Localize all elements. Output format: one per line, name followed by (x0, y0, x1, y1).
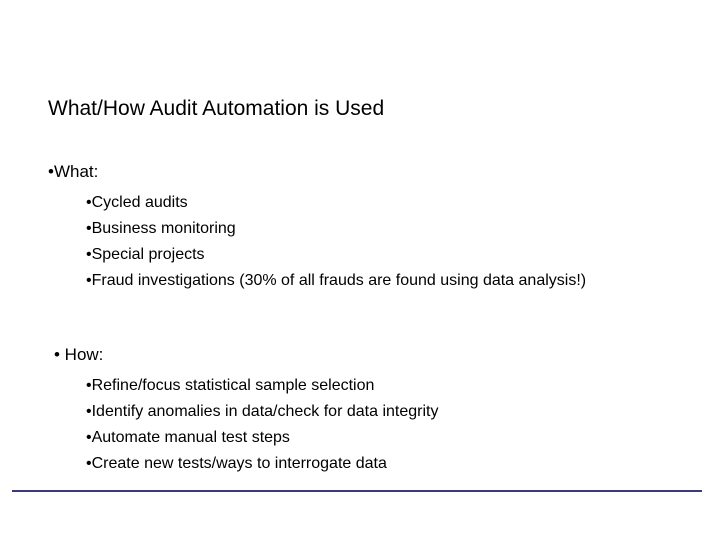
what-section (48, 160, 708, 294)
list-item: •Automate manual test steps (86, 429, 290, 446)
list-item: •Special projects (86, 246, 205, 263)
what-heading: •What: (48, 162, 99, 181)
list-item: •Refine/focus statistical sample selection (86, 377, 375, 394)
what-list (48, 190, 708, 294)
list-item: •Fraud investigations (30% of all frauds are found using data analysis!) (86, 272, 587, 289)
how-list (48, 373, 708, 477)
list-item: •Business monitoring (86, 220, 236, 237)
list-item: •Cycled audits (86, 194, 188, 211)
list-item: •Create new tests/ways to interrogate data (86, 455, 387, 472)
how-section (48, 343, 708, 477)
footer-divider (12, 490, 702, 492)
list-item: •Identify anomalies in data/check for data integrity (86, 403, 439, 420)
slide-title: What/How Audit Automation is Used (48, 97, 385, 120)
how-heading: • How: (54, 345, 104, 364)
